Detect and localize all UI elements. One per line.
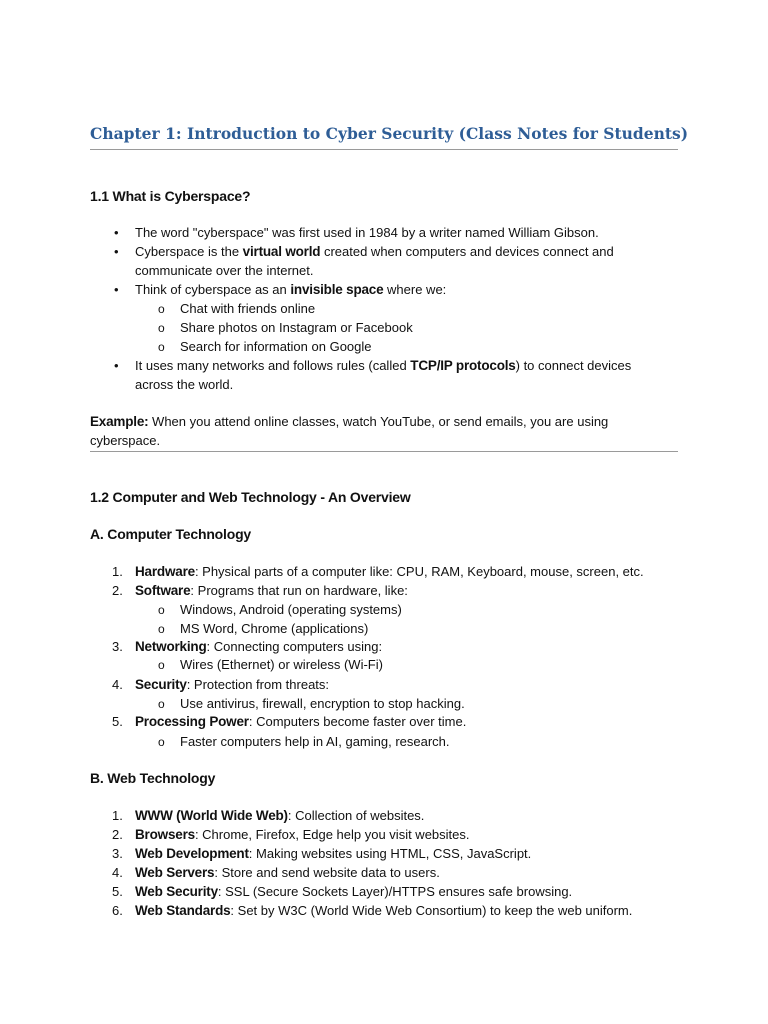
bold-term: Web Security xyxy=(135,884,218,899)
bold-term: WWW (World Wide Web) xyxy=(135,808,288,823)
bold-term: Web Standards xyxy=(135,903,231,918)
example-paragraph: Example: When you attend online classes, watch YouTube, or send emails, you are using xyxy=(90,414,609,429)
sub-bullet-glyph: o xyxy=(158,697,165,711)
bullet-glyph: • xyxy=(114,244,119,259)
section-heading-1-1: 1.1 What is Cyberspace? xyxy=(90,188,251,204)
bullet-glyph: • xyxy=(114,282,119,297)
bold-term: TCP/IP protocols xyxy=(410,358,516,373)
bold-term: Web Development xyxy=(135,846,249,861)
example-label: Example: xyxy=(90,414,149,429)
bold-term: Software xyxy=(135,583,191,598)
subsection-heading-b: B. Web Technology xyxy=(90,770,216,786)
section-divider xyxy=(90,451,678,452)
bullet-text: The word "cyberspace" was first used in 1984 by a writer named William Gibson. xyxy=(135,225,599,240)
example-continuation: cyberspace. xyxy=(90,433,161,448)
bold-term: Hardware xyxy=(135,564,195,579)
chapter-title: Chapter 1: Introduction to Cyber Security (Class Notes for Students) xyxy=(90,124,689,143)
section-heading-1-2: 1.2 Computer and Web Technology - An Overview xyxy=(90,489,411,505)
bold-term: Security xyxy=(135,677,187,692)
bold-term: Networking xyxy=(135,639,207,654)
bullet-text: Think of cyberspace as an invisible space where we: xyxy=(135,282,447,297)
title-divider xyxy=(90,149,678,150)
sub-bullet-glyph: o xyxy=(158,340,165,354)
sub-bullet-glyph: o xyxy=(158,302,165,316)
bold-term: Processing Power xyxy=(135,714,249,729)
bold-term: invisible space xyxy=(290,282,384,297)
bullet-glyph: • xyxy=(114,225,119,240)
sub-bullet-glyph: o xyxy=(158,321,165,335)
sub-bullet-glyph: o xyxy=(158,658,165,672)
bullet-text: Cyberspace is the virtual world created when computers and devices connect and xyxy=(135,244,614,259)
bold-term: Web Servers xyxy=(135,865,215,880)
bullet-glyph: • xyxy=(114,358,119,373)
subsection-heading-a: A. Computer Technology xyxy=(90,526,252,542)
sub-bullet-glyph: o xyxy=(158,622,165,636)
bold-term: Browsers xyxy=(135,827,195,842)
bold-term: virtual world xyxy=(242,244,321,259)
sub-bullet-glyph: o xyxy=(158,735,165,749)
sub-bullet-glyph: o xyxy=(158,603,165,617)
bullet-text: It uses many networks and follows rules (called TCP/IP protocols) to connect devices xyxy=(135,358,632,373)
